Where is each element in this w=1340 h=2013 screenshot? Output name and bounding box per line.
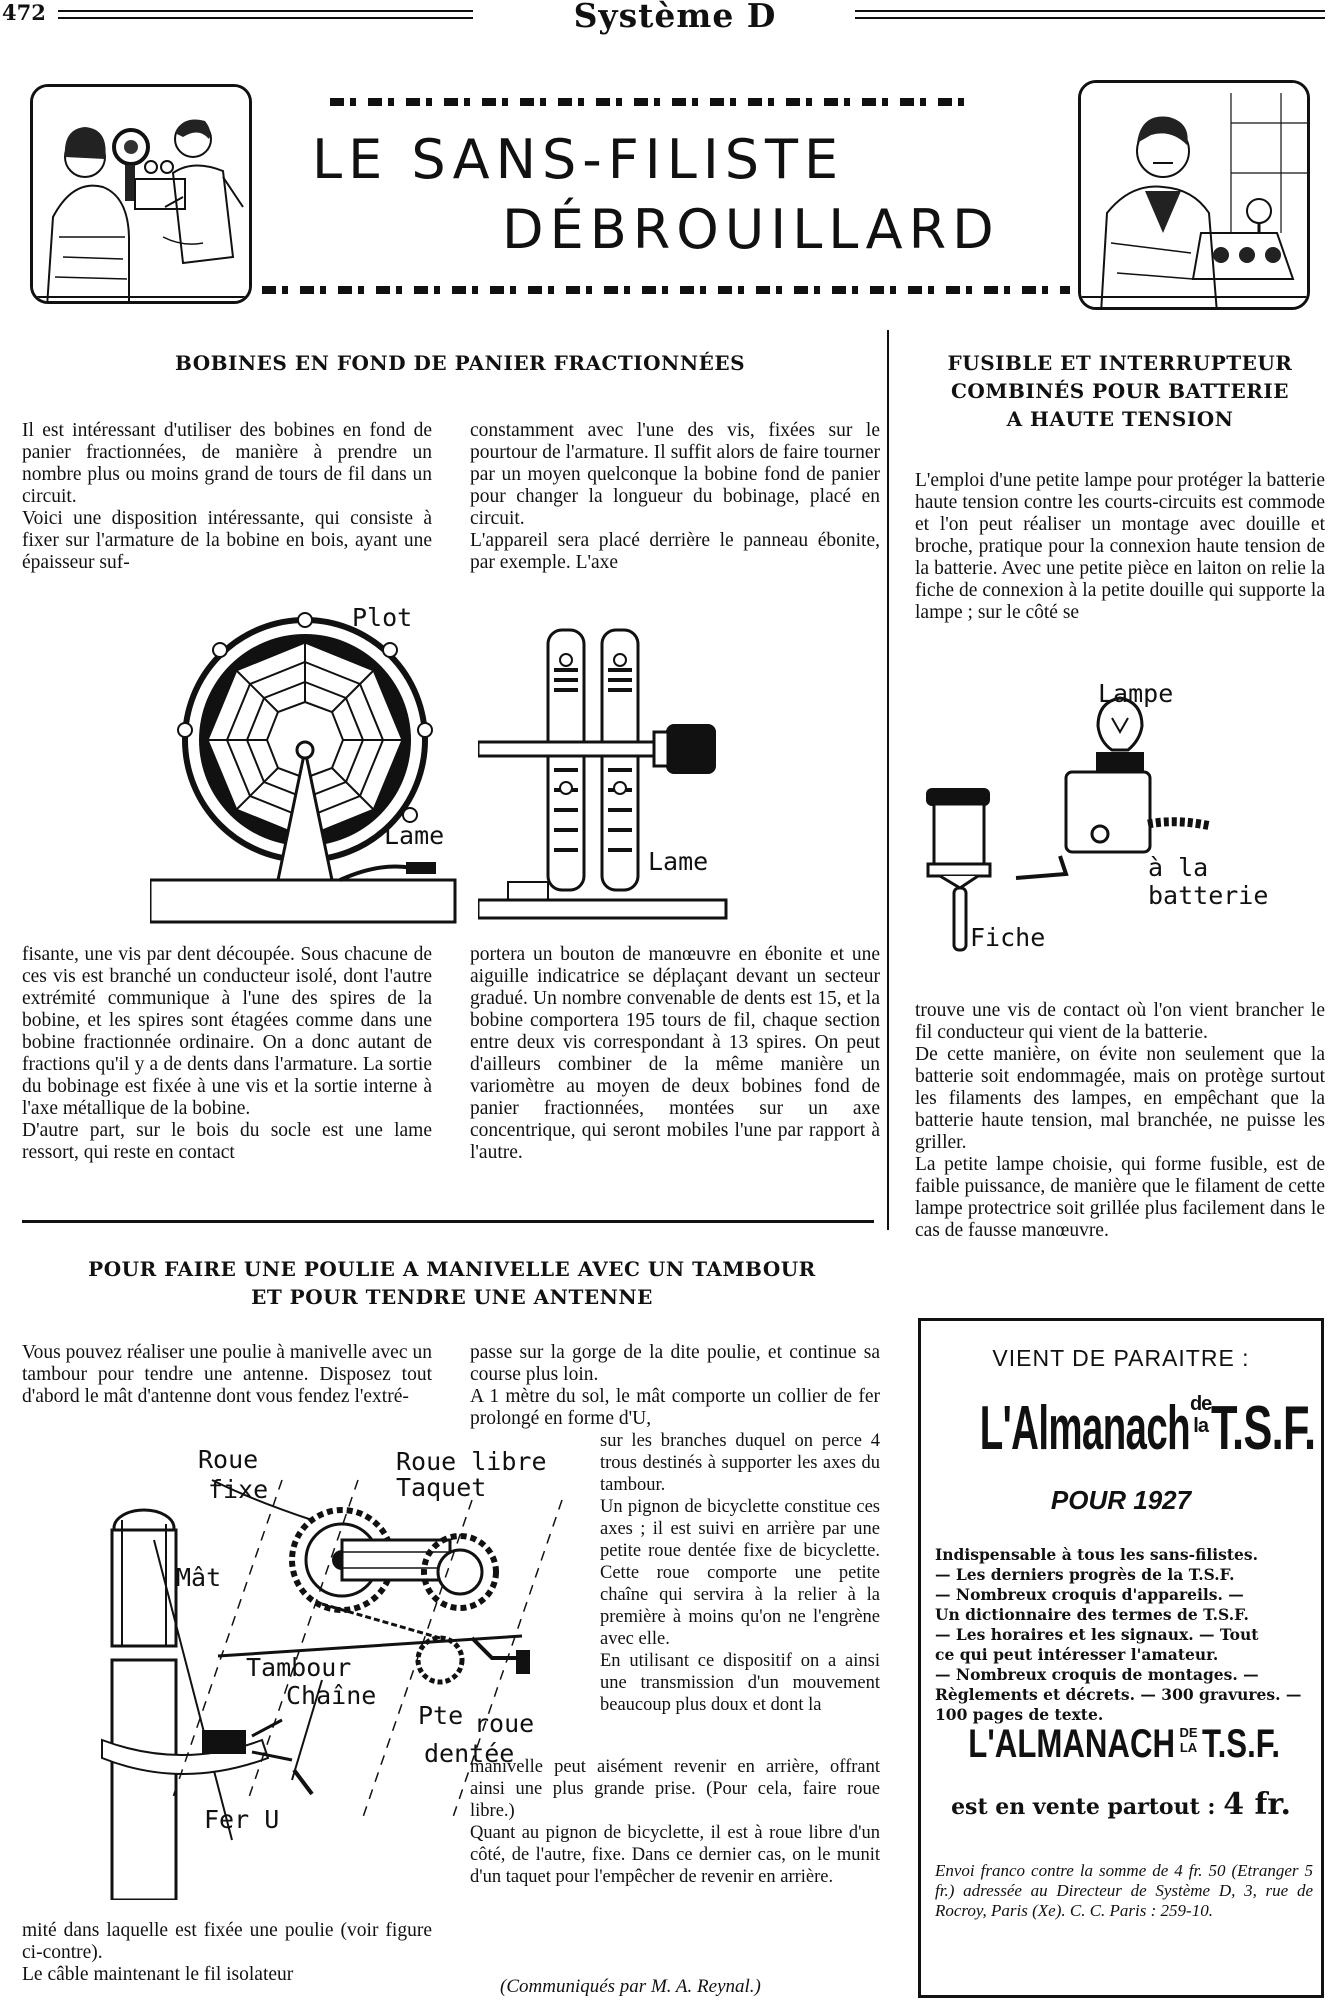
article1-bottom-rule: [22, 1220, 874, 1223]
article2-heading-line2: COMBINÉS POUR BATTERIE: [950, 379, 1289, 403]
advert-title-de: de: [1189, 1393, 1212, 1415]
label-roue-2: roue: [474, 1709, 535, 1738]
label-fiche: Fiche: [970, 923, 1046, 952]
banner-title-line1: LE SANS-FILISTE: [312, 128, 845, 191]
label-roue-libre: Roue libre: [396, 1447, 547, 1476]
article3-col1-top: Vous pouvez réaliser une poulie à manivelle avec un tambour pour tendre une antenne. Disposez tout d'abord le mât d'antenne dont vous fendez l'extré-: [22, 1342, 432, 1407]
advert-title: [921, 1387, 1321, 1471]
header-rule-left: [58, 10, 473, 12]
advert-title-la: la: [1193, 1415, 1208, 1437]
label-fixe: fixe: [208, 1475, 269, 1504]
banner-title-line2: DÉBROUILLARD: [502, 198, 1000, 261]
fractional-coil-figure: [150, 600, 460, 930]
article2-heading-line3: A HAUTE TENSION: [1006, 407, 1234, 431]
label-taquet: Taquet: [396, 1473, 487, 1502]
banner-left-illustration: [30, 84, 252, 304]
article1-col1-bottom: fisante, une vis par dent découpée. Sous chacune de ces vis est branché un conducteur isolé, dont l'autre extrémité communique à l'une des spires de la bobine, et les spires sont étagées comme dans une bobine fractionnée ordinaire. On a donc autant de fractions qu'il y a de dents dans l'armature. La sortie du bobinage est fixée à une vis et la sortie interne à l'axe métallique de la bobine. D'autre part, sur le bois du socle est une lame ressort, qui reste en contact: [22, 944, 432, 1163]
advert-price: 4 fr.: [1223, 1787, 1291, 1822]
header-rule-left-2: [58, 17, 473, 19]
label-fer-u: Fer U: [204, 1805, 280, 1834]
advert-title2-la: LA: [1179, 1740, 1198, 1755]
article2-text-bottom: trouve une vis de contact où l'on vient brancher le fil conducteur qui vient de la batterie. De cette manière, on évite non seulement que la batterie soit endommagée, mais on protège surtout les filaments des lampes, en empêchant que la batterie haute tension, mal branchée, ne puisse les griller. La petite lampe choisie, qui forme fusible, est de faible puissance, de manière que le filament de cette lampe protectrice soit grillée plus facilement dans le cas de fausse manœuvre.: [915, 1000, 1325, 1241]
label-lampe: Lampe: [1098, 679, 1174, 708]
header-rule-right: [855, 10, 1325, 12]
advert-title2-tsf: T.S.F.: [1201, 1722, 1280, 1766]
page-number: 472: [2, 0, 46, 25]
banner-dash-bottom: [262, 286, 1070, 294]
article3-heading-line2: ET POUR TENDRE UNE ANTENNE: [251, 1285, 653, 1309]
article3-col2-top: passe sur la gorge de la dite poulie, et continue sa course plus loin. A 1 mètre du sol, le mât comporte un collier de fer prolongé en forme d'U,: [470, 1342, 880, 1429]
article1-col2-top: constamment avec l'une des vis, fixées sur le pourtour de l'armature. Il suffit alors de faire tourner par un moyen quelconque la bobine fond de panier pour changer la longueur du bobinage, placé en circuit. L'appareil sera placé derrière le panneau ébonite, par exemple. L'axe: [470, 420, 880, 573]
column-divider: [887, 330, 889, 1230]
radio-listeners-illustration: [33, 87, 252, 304]
article1-col1-top: Il est intéressant d'utiliser des bobines en fond de panier fractionnées, de manière à prendre un nombre plus ou moins grand de tours de fil dans un circuit. Voici une disposition intéressante, qui consiste à fixer sur l'armature de la bobine en bois, ayant une épaisseur suf-: [22, 420, 432, 573]
label-tambour: Tambour: [246, 1653, 352, 1682]
advert-shipping: Envoi franco contre la somme de 4 fr. 50 (Etranger 5 fr.) adressée au Directeur de Système D, 3, rue de Rocroy, Paris (Xe). C. C. Paris : 259-10.: [935, 1861, 1313, 1920]
advert-sale: [921, 1787, 1321, 1822]
label-pte: Pte: [418, 1701, 464, 1730]
fuse-switch-figure: [920, 678, 1210, 968]
banner-dash-top: [330, 98, 970, 106]
advert-title-almanach: L'Almanach: [979, 1394, 1190, 1463]
advert-features: Indispensable à tous les sans-filistes. — Les derniers progrès de la T.S.F. — Nombreux croquis d'appareils. — Un dictionnaire des termes de T.S.F. — Les horaires et les signaux. — Tout ce qui peut intéresser l'amateur. — Nombreux croquis de montages. — Règlements et décrets. — 300 gravures. — 100 pages de texte.: [935, 1545, 1302, 1724]
banner-right-illustration: [1078, 80, 1310, 310]
journal-title: Système D: [573, 0, 777, 35]
advert-title-2: [921, 1719, 1321, 1769]
header-rule-right-2: [855, 17, 1325, 19]
label-lame-2: Lame: [648, 847, 709, 876]
label-plot: Plot: [352, 603, 413, 632]
label-dentee: dentée: [424, 1739, 515, 1768]
advert-title-tsf: T.S.F.: [1211, 1394, 1316, 1463]
article3-col2-bottom: manivelle peut aisément revenir en arrière, offrant ainsi une plus grande prise. (Pour cela, faire roue libre.) Quant au pignon de bicyclette, il est à roue libre d'un côté, de l'autre, fixe. Dans ce dernier cas, on le munit d'un taquet pour l'empêcher de revenir en arrière.: [470, 1757, 880, 1887]
article3-heading-line1: POUR FAIRE UNE POULIE A MANIVELLE AVEC UN TAMBOUR: [88, 1257, 816, 1281]
label-chaine: Chaîne: [286, 1681, 377, 1710]
advert-announce: VIENT DE PARAITRE :: [992, 1345, 1250, 1371]
article1-col2-bottom: portera un bouton de manœuvre en ébonite et une aiguille indicatrice se déplaçant devant un secteur gradué. Un nombre convenable de dents est 15, et la bobine comportera 195 tours de fil, chaque section entre deux vis correspondant à 13 spires. On peut d'ailleurs combiner de la même manière un variomètre au moyen de deux bobines fond de panier fractionnées, montées sur un axe concentrique, qui seront mobiles l'une par rapport à l'autre.: [470, 944, 880, 1163]
advert-year: POUR 1927: [1050, 1485, 1192, 1515]
article3-credit: (Communiqués par M. A. Reynal.): [500, 1976, 761, 1997]
label-lame-1: Lame: [384, 821, 445, 850]
label-a-la-batterie: à la batterie: [1148, 853, 1269, 910]
advert-title2-de: DE: [1179, 1725, 1198, 1740]
almanach-advert: [918, 1318, 1324, 1998]
article3-col1-bottom: mité dans laquelle est fixée une poulie (voir figure ci-contre). Le câble maintenant le fil isolateur: [22, 1920, 432, 1985]
article2-heading-line1: FUSIBLE ET INTERRUPTEUR: [947, 351, 1293, 375]
advert-sale-text: est en vente partout :: [951, 1794, 1224, 1820]
label-roue-1: Roue: [198, 1445, 259, 1474]
advert-title2-almanach: L'ALMANACH: [968, 1722, 1176, 1766]
article3-col2-mid: sur les branches duquel on perce 4 trous destinés à supporter les axes du tambour. Un pignon de bicyclette constitue ces axes ; il est suivi en arrière par une petite roue dentée fixe de bicyclette. Cette roue comporte une petite chaîne qui servira à la relier à la première à moins qu'on ne l'engrène avec elle. En utilisant ce dispositif on a ainsi une transmission d'un mouvement beaucoup plus doux et dont la: [600, 1431, 880, 1715]
article2-text-top: L'emploi d'une petite lampe pour protéger la batterie haute tension contre les courts-circuits est commode et l'on peut réaliser un montage avec douille et broche, pratique pour la connexion haute tension de la batterie. Avec une petite pièce en laiton on relie la fiche de connexion à la petite douille qui supporte la lampe ; sur le côté se: [915, 470, 1325, 623]
radio-operator-illustration: [1081, 83, 1310, 310]
article1-heading: BOBINES EN FOND DE PANIER FRACTIONNÉES: [174, 351, 746, 375]
label-mat: Mât: [176, 1563, 222, 1592]
